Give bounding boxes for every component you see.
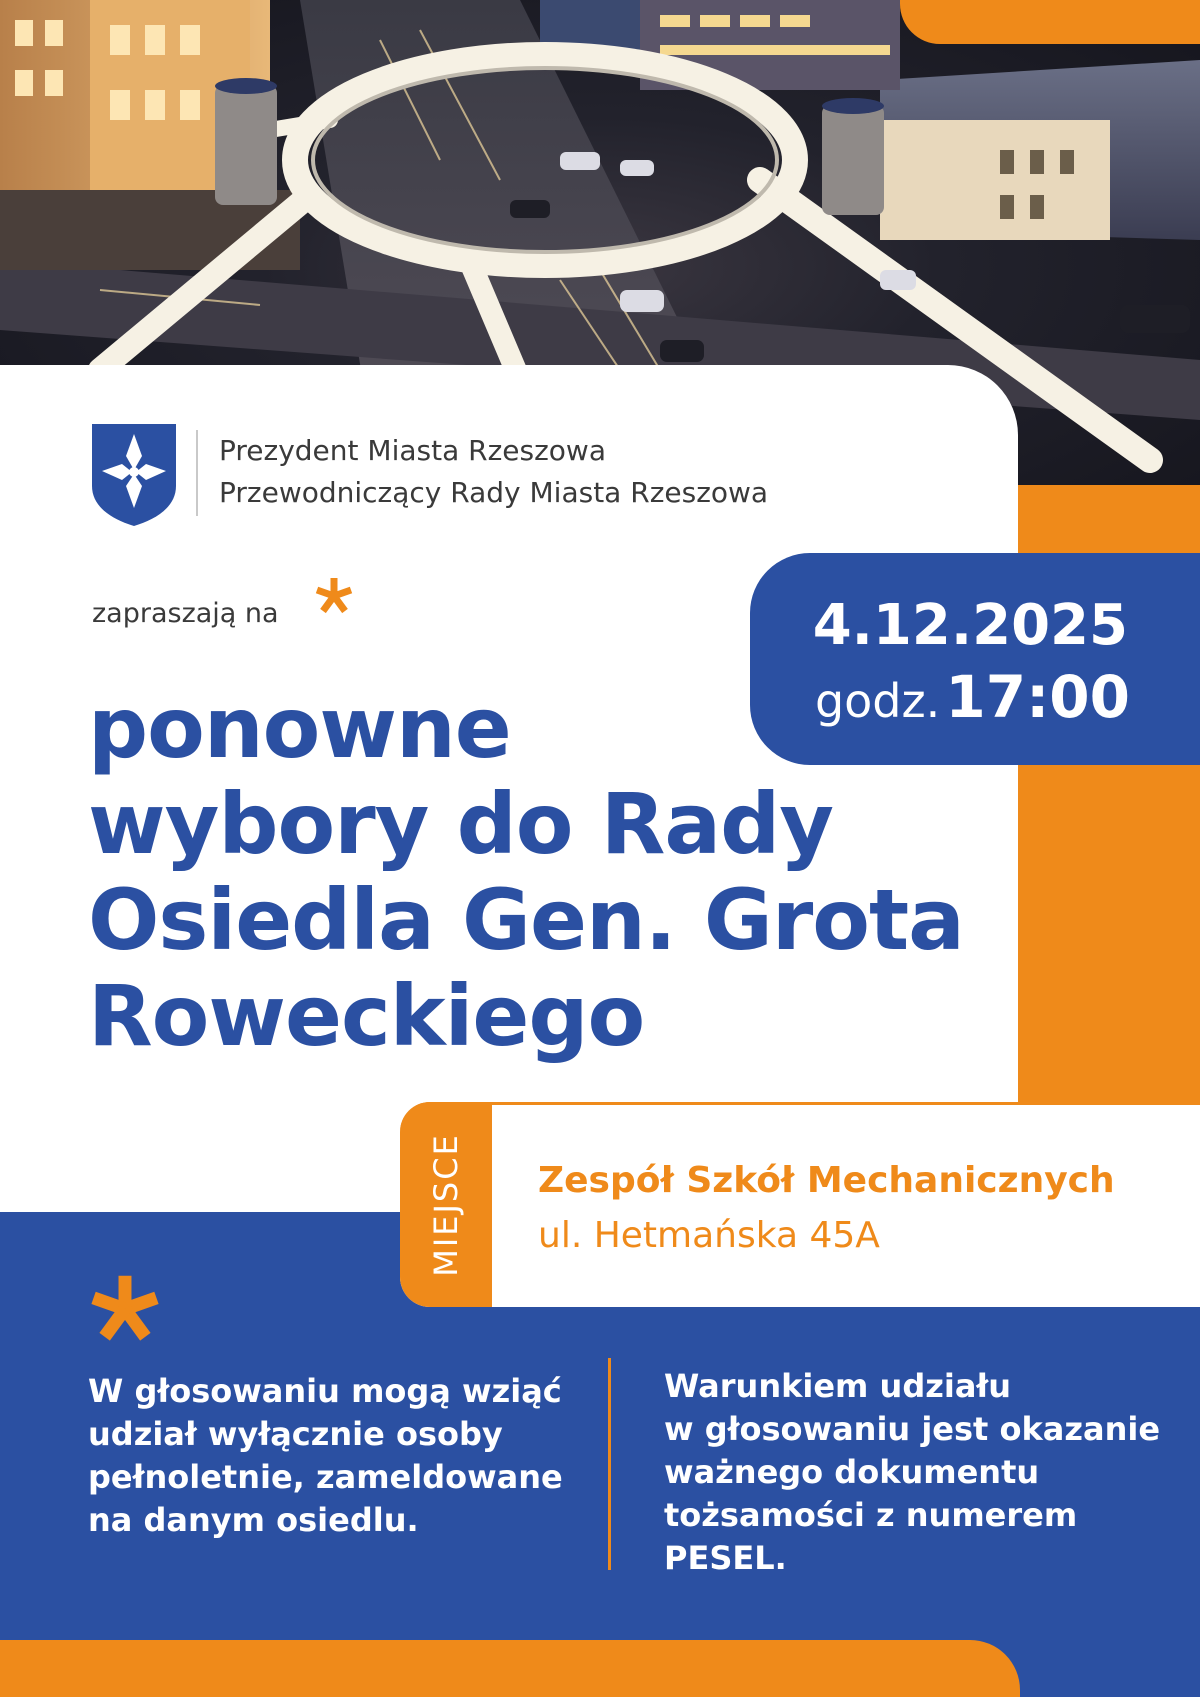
- requirement-info: [664, 1365, 1160, 1580]
- eligibility-line-1: W głosowaniu mogą wziąć: [88, 1372, 562, 1410]
- event-date: 4.12.2025: [812, 593, 1128, 658]
- rzeszow-crest-icon: [92, 424, 176, 526]
- title-line-1: ponowne: [88, 679, 511, 777]
- date-box: [750, 553, 1200, 765]
- place-label-text: MIEJSCE: [427, 1132, 466, 1277]
- info-divider: [608, 1358, 611, 1570]
- place-address: ul. Hetmańska 45A: [538, 1215, 880, 1256]
- place-label: [400, 1102, 492, 1307]
- place-box: [400, 1102, 1200, 1307]
- eligibility-line-3: pełnoletnie, zameldowane: [88, 1458, 563, 1496]
- organizer-line-1: Prezydent Miasta Rzeszowa: [219, 434, 606, 467]
- requirement-line-3: ważnego dokumentu: [664, 1453, 1040, 1491]
- requirement-line-4: tożsamości z numerem: [664, 1496, 1078, 1534]
- organizer-line-2: Przewodniczący Rady Miasta Rzeszowa: [219, 476, 769, 509]
- asterisk-icon: [314, 576, 354, 616]
- requirement-line-5: PESEL.: [664, 1539, 787, 1577]
- requirement-line-1: Warunkiem udziału: [664, 1367, 1012, 1405]
- invite-text: zapraszają na: [92, 598, 279, 629]
- asterisk-icon-large: [88, 1272, 162, 1346]
- title-line-4: Roweckiego: [88, 967, 645, 1065]
- place-name: Zespół Szkół Mechanicznych: [538, 1160, 1115, 1201]
- bottom-orange-band: [0, 1640, 1020, 1697]
- header-divider: [196, 430, 198, 516]
- eligibility-info: [88, 1370, 563, 1542]
- eligibility-line-2: udział wyłącznie osoby: [88, 1415, 503, 1453]
- time-value: 17:00: [945, 663, 1130, 731]
- title-line-3: Osiedla Gen. Grota: [88, 871, 964, 969]
- time-prefix: godz.: [814, 674, 941, 728]
- top-orange-accent: [900, 0, 1200, 44]
- requirement-line-2: w głosowaniu jest okazanie: [664, 1410, 1161, 1448]
- event-time: [815, 663, 1130, 731]
- organizers: [219, 430, 768, 514]
- eligibility-line-4: na danym osiedlu.: [88, 1501, 419, 1539]
- title-line-2: wybory do Rady: [88, 775, 833, 873]
